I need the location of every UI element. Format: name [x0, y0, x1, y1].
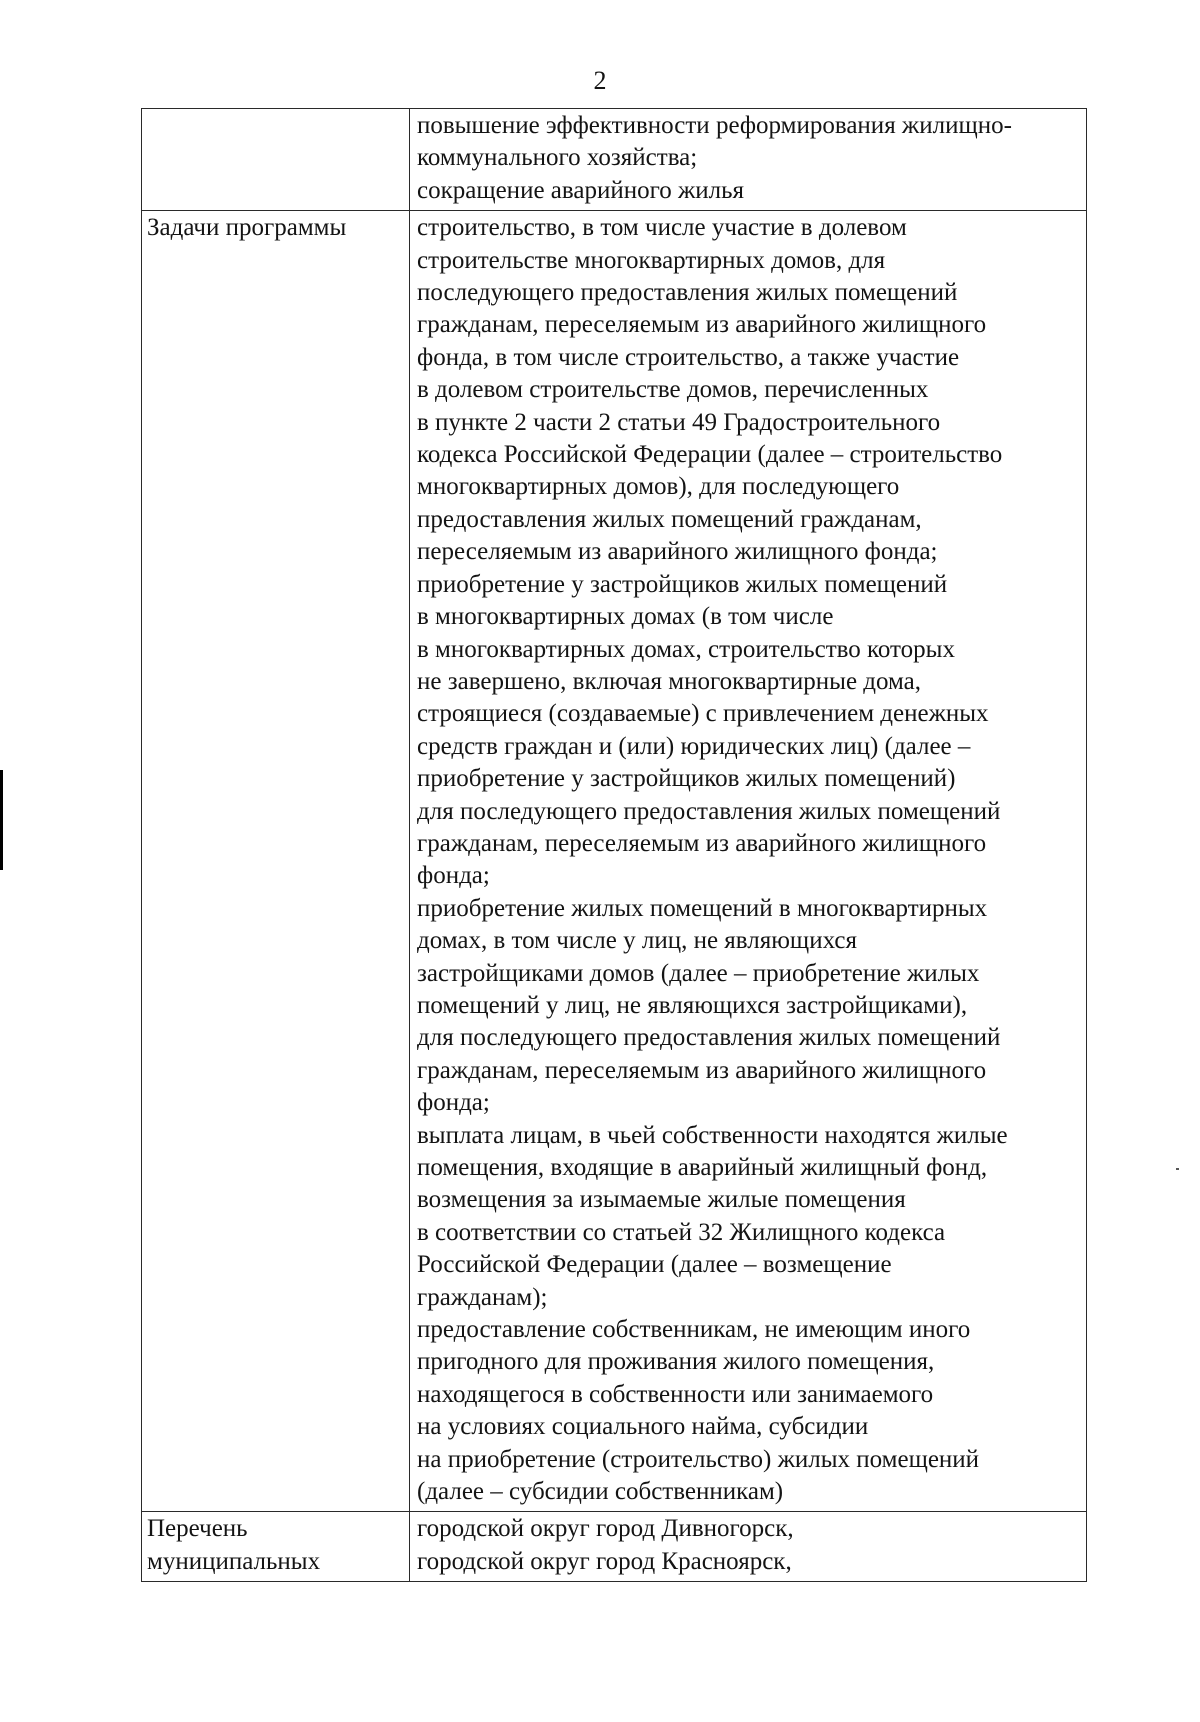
row-value-line: в пункте 2 части 2 статьи 49 Градостроительного: [417, 408, 941, 436]
row-value-line: в многоквартирных домах (в том числе: [417, 603, 834, 631]
row-value-line: повышение эффективности реформирования жилищно-: [417, 112, 1012, 139]
row-value-line: городской округ город Дивногорск,: [417, 1515, 794, 1543]
table-body: [142, 109, 1087, 1582]
row-value-line: городской округ город Красноярск,: [417, 1547, 792, 1575]
row-value-line: пригодного для проживания жилого помещения,: [417, 1348, 935, 1376]
row-value-line: строящиеся (создаваемые) с привлечением денежных: [417, 700, 989, 728]
row-label-cell: [142, 211, 410, 1512]
row-value-line: многоквартирных домов), для последующего: [417, 473, 900, 501]
table-row: [142, 211, 1087, 1512]
row-value-cell: [410, 1512, 1087, 1582]
row-value-line: строительство, в том числе участие в долевом: [417, 214, 907, 242]
row-label-line: Задачи программы: [147, 214, 347, 242]
row-value-line: фонда, в том числе строительство, а также участие: [417, 343, 960, 371]
row-value-line: фонда;: [417, 862, 490, 890]
row-value-line: фонда;: [417, 1089, 490, 1117]
row-value-cell: [410, 109, 1087, 211]
row-value-line: кодекса Российской Федерации (далее – строительство: [417, 441, 1003, 469]
row-value-line: гражданам, переселяемым из аварийного жилищного: [417, 311, 987, 339]
row-value-line: средств граждан и (или) юридических лиц) (далее –: [417, 732, 971, 760]
row-label-line: Перечень: [147, 1515, 248, 1543]
program-passport-table: [141, 108, 1087, 1582]
row-value-line: для последующего предоставления жилых помещений: [417, 1024, 1001, 1052]
row-value-line: предоставления жилых помещений гражданам,: [417, 505, 922, 533]
row-value-line: строительстве многоквартирных домов, для: [417, 246, 886, 274]
row-value-line: (далее – субсидии собственникам): [417, 1478, 784, 1506]
row-value-line: последующего предоставления жилых помещений: [417, 279, 958, 307]
row-value-cell: [410, 211, 1087, 1512]
scan-speck: [1176, 1168, 1179, 1170]
row-value-line: застройщиками домов (далее – приобретение жилых: [417, 959, 980, 987]
row-value-line: домах, в том числе у лиц, не являющихся: [417, 927, 857, 955]
row-value-line: помещения, входящие в аварийный жилищный фонд,: [417, 1154, 988, 1181]
row-value-line: в соответствии со статьей 32 Жилищного кодекса: [417, 1218, 946, 1246]
row-value-line: выплата лицам, в чьей собственности находятся жилые: [417, 1121, 1008, 1149]
row-value-line: коммунального хозяйства;: [417, 144, 698, 172]
table-row: [142, 109, 1087, 211]
row-value-line: не завершено, включая многоквартирные дома,: [417, 667, 922, 695]
row-value-line: возмещения за изымаемые жилые помещения: [417, 1186, 906, 1214]
row-value-line: в многоквартирных домах, строительство которых: [417, 635, 955, 663]
row-value-line: Российской Федерации (далее – возмещение: [417, 1251, 892, 1279]
scan-edge-mark: [0, 770, 3, 870]
row-value-line: помещений у лиц, не являющихся застройщиками),: [417, 991, 968, 1019]
row-label-cell: [142, 109, 410, 211]
row-value-line: приобретение у застройщиков жилых помещений): [417, 765, 956, 793]
row-value-line: на условиях социального найма, субсидии: [417, 1413, 869, 1441]
row-value-line: приобретение жилых помещений в многоквартирных: [417, 894, 988, 922]
row-value-line: гражданам);: [417, 1283, 548, 1311]
row-value-line: гражданам, переселяемым из аварийного жилищного: [417, 1056, 987, 1084]
page-number: 2: [593, 66, 607, 95]
row-value-line: приобретение у застройщиков жилых помещений: [417, 570, 948, 598]
row-label-line: муниципальных: [147, 1547, 321, 1575]
row-value-line: на приобретение (строительство) жилых помещений: [417, 1445, 980, 1473]
row-value-line: находящегося в собственности или занимаемого: [417, 1380, 934, 1408]
row-value-line: сокращение аварийного жилья: [417, 176, 745, 204]
row-label-cell: [142, 1512, 410, 1582]
row-value-line: гражданам, переселяемым из аварийного жилищного: [417, 829, 987, 857]
table-row: [142, 1512, 1087, 1582]
row-value-line: для последующего предоставления жилых помещений: [417, 797, 1001, 825]
row-value-line: предоставление собственникам, не имеющим иного: [417, 1316, 971, 1344]
row-value-line: переселяемым из аварийного жилищного фонда;: [417, 538, 938, 566]
row-value-line: в долевом строительстве домов, перечисленных: [417, 376, 929, 404]
